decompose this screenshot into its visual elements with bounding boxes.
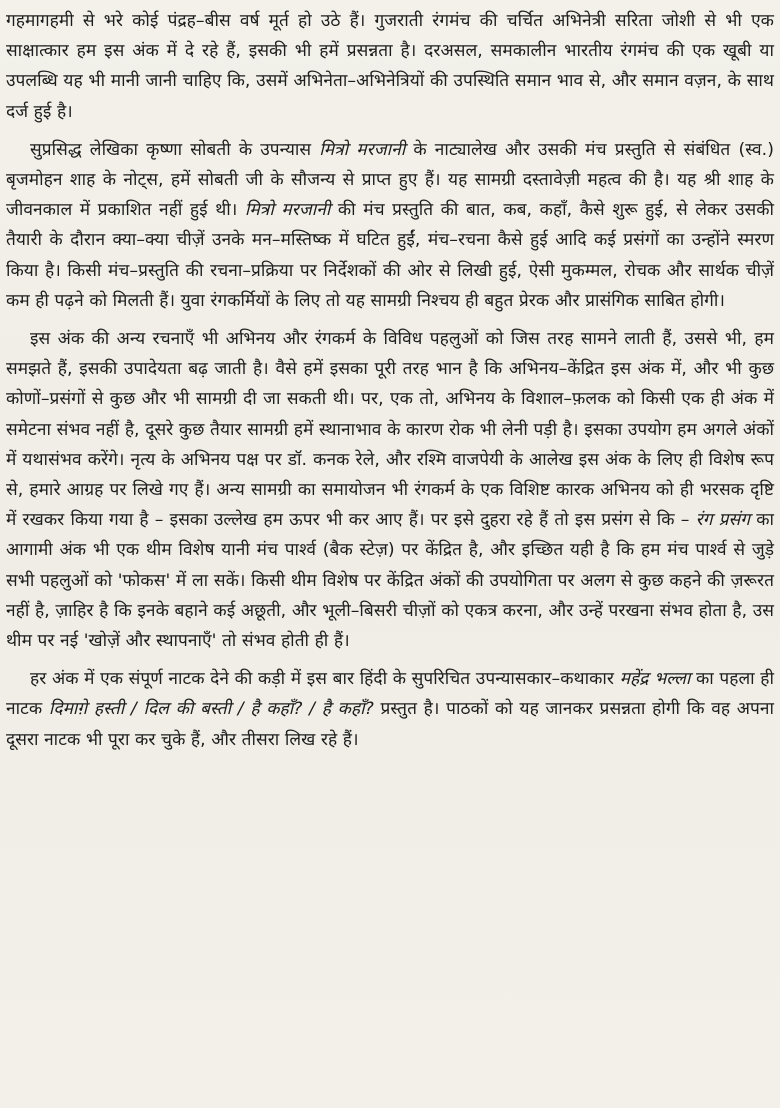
paragraph-2-text: की मंच प्रस्तुति की बात, कब, कहाँ, कैसे शुरू हुई, से लेकर उसकी तैयारी के दौरान क्या–क्या चीज़ें उनके मन–मस्तिष्क में घटित हुईं, मंच–रचना कैसे हुई आदि कई प्रसंगों का उन्होंने स्मरण किया है। किसी मंच–प्रस्तुति की रचना–प्रक्रिया पर निर्देशकों की ओर से लिखी हुई, ऐसी मुकम्मल, रोचक और सार्थक चीज़ें कम ही पढ़ने को मिलती हैं। युवा रंगकर्मियों के लिए तो यह सामग्री निश्चय ही बहुत प्रेरक और प्रासंगिक साबित होगी।: [6, 200, 775, 311]
magazine-title-rang-prasang: रंग प्रसंग: [695, 510, 751, 531]
novel-title-mitro-marjani: मित्रो मरजानी: [244, 200, 331, 221]
paragraph-2-text: सुप्रसिद्ध लेखिका कृष्णा सोबती के उपन्यास: [30, 139, 320, 160]
article-body: [6, 6, 774, 755]
paragraph-4-text: प्रस्तुत है। पाठकों को यह जानकर प्रसन्नता होगी कि वह अपना दूसरा नाटक भी पूरा कर चुके हैं, और तीसरा लिख रहे हैं।: [6, 699, 774, 750]
author-name-mahendra-bhalla: महेंद्र भल्ला: [619, 669, 691, 690]
paragraph-3-text: का आगामी अंक भी एक थीम विशेष यानी मंच पार्श्व (बैक स्टेज़) पर केंद्रित है, और इच्छित यही है कि हम मंच पार्श्व से जुड़े सभी पहलुओं को 'फोकस' में ला सकें। किसी थीम विशेष पर केंद्रित अंकों की उपयोगिता पर अलग से कुछ कहने की ज़रूरत नहीं है, ज़ाहिर है कि इनके बहाने कई अछूती, और भूली–बिसरी चीज़ों को एकत्र करना, और उन्हें परखना संभव होता है, उस थीम पर नई 'खोज़ें और स्थापनाएँ' तो संभव होती ही हैं।: [6, 510, 775, 652]
novel-title-mitro-marjani: मित्रो मरजानी: [319, 139, 406, 160]
play-title: दिमाग़े हस्ती / दिल की बस्ती / है कहाँ? / है कहाँ?: [48, 699, 374, 720]
paragraph-1: [6, 6, 774, 127]
paragraph-4: [6, 664, 774, 755]
paragraph-3-text: इस अंक की अन्य रचनाएँ भी अभिनय और रंगकर्म के विविध पहलुओं को जिस तरह सामने लाती हैं, उससे भी, हम समझते हैं, इसकी उपादेयता बढ़ जाती है। वैसे हमें इसका पूरी तरह भान है कि अभिनय–केंद्रित इस अंक में, और भी कुछ कोणों–प्रसंगों से कुछ और भी सामग्री दी जा सकती थी। पर, एक तो, अभिनय के विशाल–फ़लक को किसी एक ही अंक में समेटना संभव नहीं है, दूसरे कुछ तैयार सामग्री हमें स्थानाभाव के कारण रोक भी लेनी पड़ी है। इसका उपयोग हम अगले अंकों में यथासंभव करेंगे। नृत्य के अभिनय पक्ष पर डॉ. कनक रेले, और रश्मि वाजपेयी के आलेख इस अंक के लिए ही विशेष रूप से, हमारे आग्रह पर लिखे गए हैं। अन्य सामग्री का समायोजन भी रंगकर्म के एक विशिष्ट कारक अभिनय को ही भरसक दृष्टि में रखकर किया गया है – इसका उल्लेख हम ऊपर भी कर आए हैं। पर इसे दुहरा रहे हैं तो इस प्रसंग से कि –: [6, 329, 774, 531]
paragraph-2-text: के नाट्यालेख और उसकी मंच प्रस्तुति से संबंधित (स्व.) बृजमोहन शाह के नोट्स, हमें सोबती जी के सौजन्य से प्राप्त हुए हैं। यह सामग्री दस्तावेज़ी महत्व की है। यह श्री शाह के जीवनकाल में प्रकाशित नहीं हुई थी।: [6, 139, 774, 221]
paragraph-1-text: गहमागहमी से भरे कोई पंद्रह–बीस वर्ष मूर्त हो उठे हैं। गुजराती रंगमंच की चर्चित अभिनेत्री सरिता जोशी से भी एक साक्षात्कार हम इस अंक में दे रहे हैं, इसकी भी हमें प्रसन्नता है। दरअसल, समकालीन भारतीय रंगमंच की एक खूबी या उपलब्धि यह भी मानी जानी चाहिए कि, उसमें अभिनेता–अभिनेत्रियों की उपस्थिति समान भाव से, और समान वज़न, के साथ दर्ज हुई है।: [6, 11, 774, 122]
paragraph-2: [6, 135, 774, 316]
paragraph-4-text: हर अंक में एक संपूर्ण नाटक देने की कड़ी में इस बार हिंदी के सुपरिचित उपन्यासकार–कथाकार: [30, 669, 620, 690]
paragraph-4-text: का पहला ही नाटक: [6, 669, 775, 720]
paragraph-3: [6, 324, 774, 656]
